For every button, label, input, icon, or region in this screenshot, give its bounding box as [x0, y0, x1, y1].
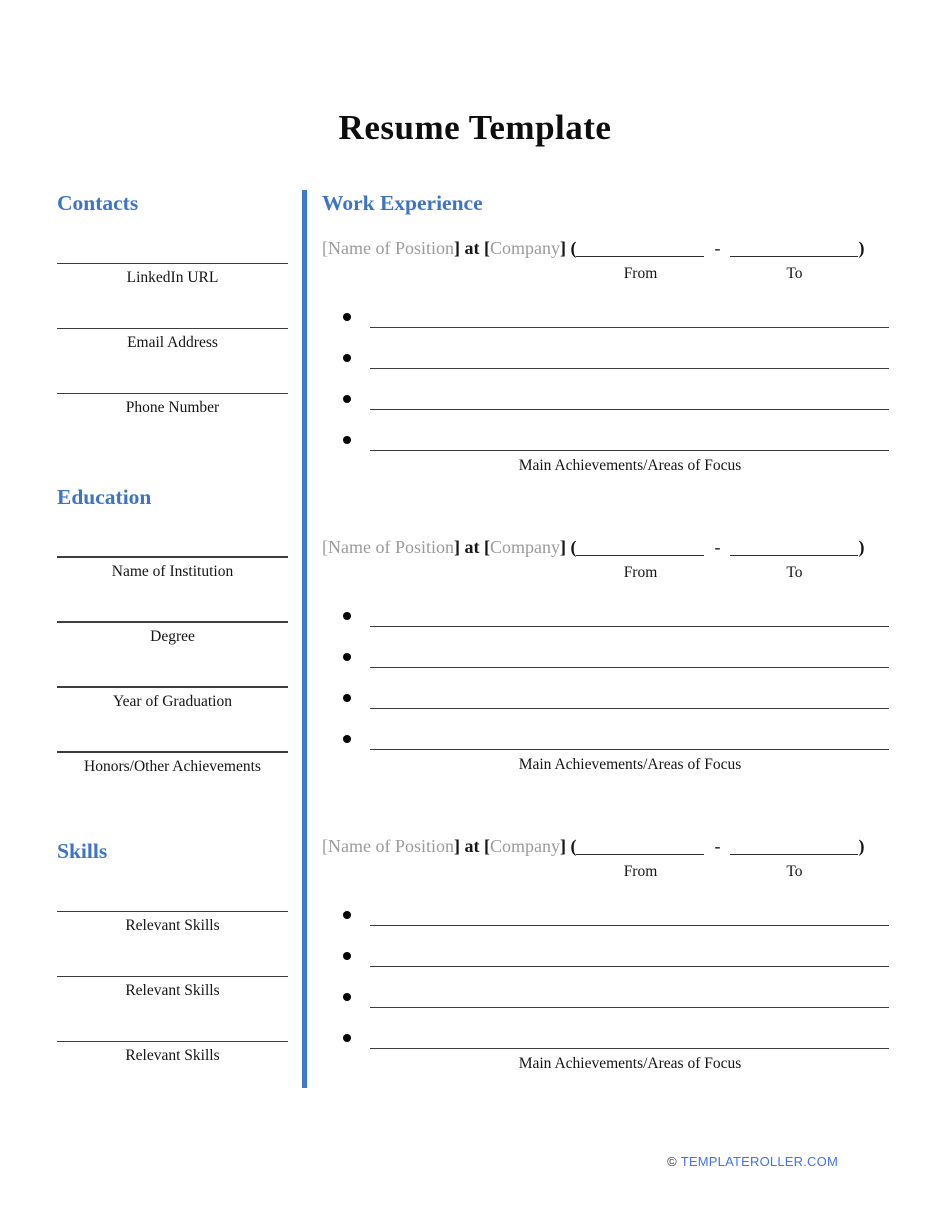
field-institution	[57, 556, 288, 581]
bullet-blank-line	[370, 749, 889, 750]
bullet-icon	[343, 436, 351, 444]
position-line	[322, 537, 576, 558]
bullet-blank-line	[370, 327, 889, 328]
close-paren: )	[858, 835, 865, 856]
bullet-icon	[343, 395, 351, 403]
bullet-row	[322, 711, 890, 752]
contacts-heading: Contacts	[57, 191, 139, 215]
to-blank-line	[730, 253, 858, 257]
date-dash: -	[714, 835, 721, 856]
date-dash: -	[714, 237, 721, 258]
bullet-list	[322, 588, 890, 752]
at-text: ] at [	[454, 237, 490, 258]
bullet-row	[322, 371, 890, 412]
position-placeholder: [Name of Position	[322, 536, 454, 557]
field-skill-2	[57, 976, 288, 1001]
position-placeholder: [Name of Position	[322, 835, 454, 856]
bullet-row	[322, 887, 890, 928]
vertical-divider	[302, 190, 307, 1088]
bullet-list	[322, 289, 890, 453]
bullet-list	[322, 887, 890, 1051]
page-title: Resume Template	[338, 108, 612, 147]
bullet-row	[322, 928, 890, 969]
position-row	[322, 238, 890, 283]
date-dash: -	[714, 536, 721, 557]
field-label: Honors/Other Achievements	[84, 757, 261, 775]
bullet-blank-line	[370, 925, 889, 926]
field-label: Name of Institution	[111, 562, 234, 580]
field-skill-3	[57, 1041, 288, 1066]
field-email-address	[57, 328, 288, 353]
from-label: From	[623, 563, 658, 581]
field-label: Relevant Skills	[125, 917, 220, 935]
bullet-row	[322, 629, 890, 670]
bullet-icon	[343, 653, 351, 661]
achievements-label: Main Achievements/Areas of Focus	[518, 755, 742, 773]
footer	[667, 1155, 838, 1168]
company-placeholder: Company	[489, 536, 560, 557]
close-paren: )	[858, 237, 865, 258]
position-line	[322, 836, 576, 857]
open-paren: ] (	[559, 237, 577, 258]
bullet-icon	[343, 993, 351, 1001]
field-graduation-year	[57, 686, 288, 711]
bullet-row	[322, 670, 890, 711]
bullet-row	[322, 289, 890, 330]
from-blank-line	[576, 253, 704, 257]
templateroller-link[interactable]: TEMPLATEROLLER.COM	[680, 1154, 838, 1169]
close-paren: )	[858, 536, 865, 557]
bullet-icon	[343, 911, 351, 919]
field-label: Relevant Skills	[125, 982, 220, 1000]
bullet-row	[322, 412, 890, 453]
bullet-icon	[343, 735, 351, 743]
field-phone-number	[57, 393, 288, 418]
field-label: Phone Number	[125, 399, 220, 417]
field-label: Relevant Skills	[125, 1047, 220, 1064]
at-text: ] at [	[454, 835, 490, 856]
left-column	[57, 190, 288, 1105]
bullet-row	[322, 969, 890, 1010]
bullet-icon	[343, 1034, 351, 1042]
from-blank-line	[576, 552, 704, 556]
bullet-icon	[343, 694, 351, 702]
experience-block-3	[322, 836, 890, 1073]
open-paren: ] (	[559, 536, 577, 557]
from-label: From	[623, 862, 658, 880]
field-label: LinkedIn URL	[126, 269, 219, 287]
bullet-blank-line	[370, 626, 889, 627]
skills-heading: Skills	[57, 838, 108, 863]
at-text: ] at [	[454, 536, 490, 557]
to-label: To	[786, 862, 803, 880]
field-skill-1	[57, 911, 288, 936]
bullet-icon	[343, 313, 351, 321]
field-label: Year of Graduation	[113, 692, 232, 710]
from-blank-line	[576, 851, 704, 855]
company-placeholder: Company	[489, 237, 560, 258]
work-experience-heading: Work Experience	[322, 191, 483, 215]
from-label: From	[623, 264, 658, 282]
position-placeholder: [Name of Position	[322, 237, 454, 258]
to-blank-line	[730, 552, 858, 556]
bullet-blank-line	[370, 708, 889, 709]
bullet-blank-line	[370, 1007, 889, 1008]
to-label: To	[786, 563, 803, 581]
field-linkedin-url	[57, 263, 288, 288]
experience-block-1	[322, 238, 890, 475]
field-honors	[57, 751, 288, 776]
field-label: Email Address	[127, 334, 218, 352]
copyright-symbol: ©	[667, 1154, 677, 1169]
experience-block-2	[322, 537, 890, 774]
bullet-row	[322, 1010, 890, 1051]
position-row	[322, 836, 890, 881]
to-label: To	[786, 264, 803, 282]
bullet-icon	[343, 354, 351, 362]
bullet-icon	[343, 612, 351, 620]
position-line	[322, 238, 576, 259]
education-heading: Education	[57, 484, 152, 509]
company-placeholder: Company	[489, 835, 560, 856]
bullet-blank-line	[370, 1048, 889, 1049]
to-blank-line	[730, 851, 858, 855]
achievements-label: Main Achievements/Areas of Focus	[518, 456, 742, 474]
bullet-icon	[343, 952, 351, 960]
bullet-row	[322, 588, 890, 629]
right-column	[322, 190, 890, 1135]
open-paren: ] (	[559, 835, 577, 856]
bullet-blank-line	[370, 409, 889, 410]
field-label: Degree	[150, 627, 195, 645]
bullet-row	[322, 330, 890, 371]
field-degree	[57, 621, 288, 646]
bullet-blank-line	[370, 450, 889, 451]
bullet-blank-line	[370, 368, 889, 369]
bullet-blank-line	[370, 667, 889, 668]
position-row	[322, 537, 890, 582]
achievements-label: Main Achievements/Areas of Focus	[518, 1054, 742, 1072]
bullet-blank-line	[370, 966, 889, 967]
